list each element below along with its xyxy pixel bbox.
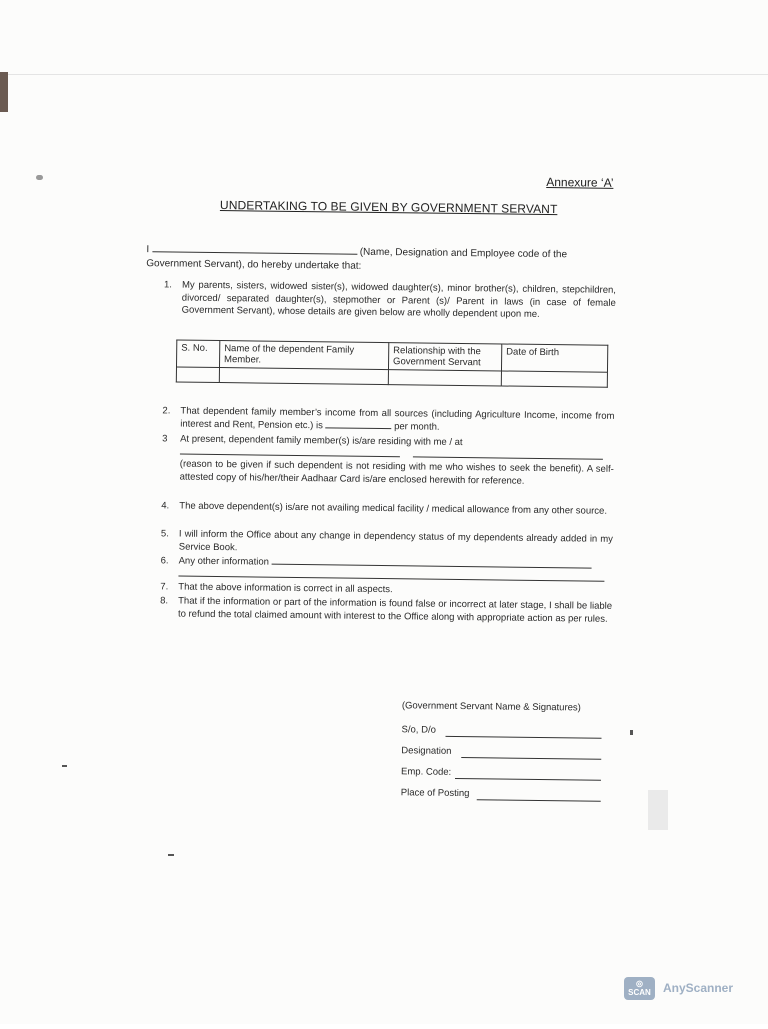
list-item <box>161 500 613 532</box>
field-rule <box>446 736 602 739</box>
field-rule <box>455 778 601 781</box>
item-text: I will inform the Office about any change in dependency status of my dependents already added in my Service Book. <box>178 528 613 553</box>
item-text-a: That dependent family member’s income from all sources (including Agriculture Income, income from interest and Rent, Pension etc.) is <box>180 405 615 431</box>
item-number: 3 <box>162 433 168 445</box>
item-text-b: per month. <box>394 420 440 433</box>
item-text-a: Any other information <box>178 555 269 568</box>
item-text-b: (reason to be given if such dependent is not residing with me who wishes to seek the benefit). A self-attested copy of his/her/their Aadhaar Card is/are enclosed herewith for reference. <box>179 458 614 487</box>
intro-prefix: I <box>146 244 150 256</box>
table-cell <box>219 368 388 385</box>
list-item <box>160 595 612 641</box>
item-text-a: At present, dependent family member(s) is/are residing with me / at <box>180 433 463 449</box>
item-text <box>178 556 612 586</box>
scan-speck <box>630 730 633 735</box>
document-title: UNDERTAKING TO BE GIVEN BY GOVERNMENT SERVANT <box>219 198 558 217</box>
signature-field <box>401 766 611 790</box>
scan-speck <box>36 175 43 180</box>
field-label-so-do: S/o, D/o <box>401 724 436 736</box>
intro-line2: Government Servant), do hereby undertake that: <box>146 258 362 272</box>
signature-field <box>401 787 611 811</box>
address-blank-2 <box>413 456 603 459</box>
item-text: The above dependent(s) is/are not availing medical facility / medical allowance from any other source. <box>179 500 608 517</box>
item-number: 1. <box>163 279 173 291</box>
item-number: 5. <box>160 528 169 540</box>
address-blank-1 <box>180 453 400 457</box>
item-text: My parents, sisters, widowed sister(s), widowed daughter(s), minor brother(s), children, stepchildren, divorced/ separated daughter(s), stepmother or Parent (s)/ Parent in laws (in case of female Government Servant), whose details are given below are wholly dependent upon me. <box>181 279 617 320</box>
item-number: 8. <box>160 595 169 607</box>
field-rule <box>477 799 601 802</box>
table-cell <box>388 370 501 386</box>
item-number: 6. <box>160 555 169 567</box>
name-blank <box>152 251 357 255</box>
item-number: 2. <box>162 405 171 417</box>
field-rule <box>461 757 601 760</box>
intro-suffix: (Name, Designation and Employee code of the <box>359 246 568 261</box>
header-dob: Date of Birth <box>501 344 607 372</box>
signature-block <box>401 700 612 811</box>
signature-title: (Government Servant Name & Signatures) <box>401 700 581 714</box>
item-text: That the above information is correct in all aspects. <box>178 581 393 596</box>
scan-smudge <box>648 790 668 830</box>
dependents-table <box>176 340 608 388</box>
signature-field <box>401 724 611 748</box>
other-info-blank-1 <box>272 564 592 569</box>
table-cell <box>176 367 219 383</box>
item-number: 7. <box>160 581 169 593</box>
intro-paragraph <box>146 243 620 277</box>
scan-app-icon <box>624 977 655 1000</box>
annexure-label: Annexure ‘A’ <box>546 175 614 190</box>
field-label-emp-code: Emp. Code: <box>401 766 452 778</box>
signature-title-line <box>402 700 612 727</box>
list-item <box>162 405 614 437</box>
signature-field <box>401 745 611 769</box>
list-item <box>163 279 616 337</box>
field-label-designation: Designation <box>401 745 452 757</box>
income-blank <box>325 427 391 429</box>
scan-speck <box>62 765 67 767</box>
scan-speck <box>168 854 174 856</box>
list-item <box>161 528 613 560</box>
scanner-watermark <box>624 976 733 1000</box>
item-text <box>180 406 614 436</box>
watermark-text: AnyScanner <box>663 981 734 995</box>
other-info-blank-2 <box>178 575 604 581</box>
table-cell <box>501 371 607 387</box>
scan-icon-glyph: ◎ <box>636 979 643 988</box>
item-text: That if the information or part of the information is found false or incorrect at later stage, I shall be liable to refund the total claimed amount with interest to the Office along with appropriate action as per rules. <box>177 595 613 625</box>
item-text <box>180 434 615 489</box>
item-number: 4. <box>161 500 170 512</box>
header-sno: S. No. <box>176 340 219 368</box>
field-label-place-of-posting: Place of Posting <box>400 787 470 800</box>
header-relationship: Relationship with the Government Servant <box>388 343 501 371</box>
list-item <box>161 433 614 505</box>
header-name: Name of the dependent Family Member. <box>219 341 388 370</box>
scan-icon-label: SCAN <box>628 988 651 997</box>
